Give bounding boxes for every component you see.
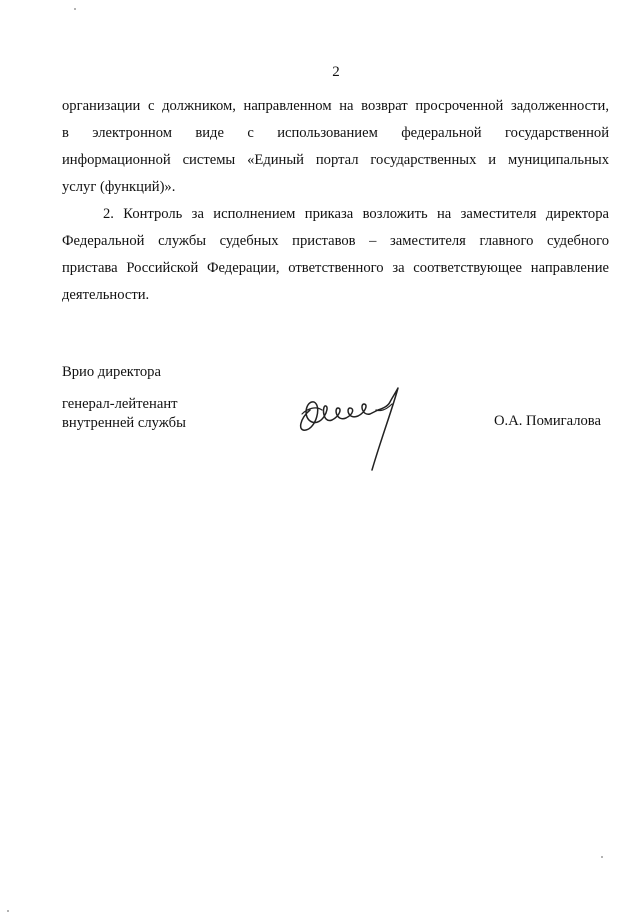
- paragraph-1-line-3: информационной системы «Единый портал государственных и муниципальных: [62, 152, 609, 168]
- page-number: 2: [332, 64, 340, 80]
- signatory-position: Врио директора: [62, 364, 161, 380]
- paragraph-1-line-1: организации с должником, направленном на возврат просроченной задолженности,: [62, 98, 609, 114]
- paragraph-1-line-4: услуг (функций)».: [62, 179, 176, 195]
- signatory-rank: [62, 395, 186, 433]
- paragraph-1-line-2: в электронном виде с использованием федеральной государственной: [62, 125, 609, 141]
- signer-name: О.А. Помигалова: [494, 413, 601, 429]
- paragraph-2-line-4: деятельности.: [62, 287, 150, 303]
- signatory-rank-line-2: внутренней службы: [62, 415, 186, 431]
- paragraph-2-line-2: Федеральной службы судебных приставов – заместителя главного судебного: [62, 233, 609, 249]
- scan-speck: [7, 910, 9, 912]
- document-body: [62, 93, 609, 309]
- paragraph-2-line-3: пристава Российской Федерации, ответственного за соответствующее направление: [62, 260, 609, 276]
- scan-speck: [74, 8, 76, 10]
- scan-speck: [601, 856, 603, 858]
- signatory-rank-line-1: генерал-лейтенант: [62, 396, 178, 412]
- handwritten-signature: [292, 380, 420, 472]
- paragraph-2-line-1: 2. Контроль за исполнением приказа возложить на заместителя директора: [103, 206, 609, 222]
